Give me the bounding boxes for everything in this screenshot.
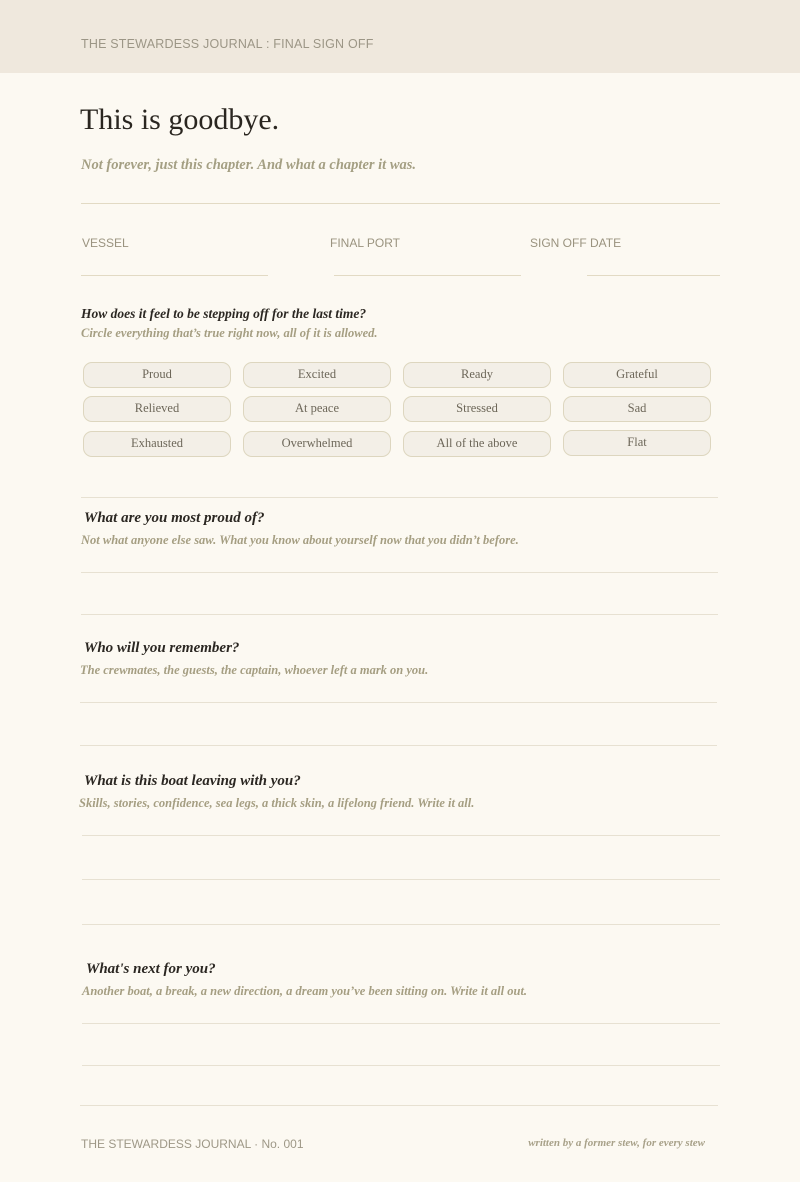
feeling-chip-excited[interactable]: Excited bbox=[243, 362, 391, 388]
prompt-hint: Another boat, a break, a new direction, a dream you’ve been sitting on. Write it all out. bbox=[82, 984, 528, 998]
feeling-chip-grateful[interactable]: Grateful bbox=[563, 362, 711, 388]
vessel-field-line[interactable] bbox=[81, 275, 268, 276]
title-divider bbox=[81, 203, 720, 204]
feeling-chip-sad[interactable]: Sad bbox=[563, 396, 711, 422]
sign-off-date-label: SIGN OFF DATE bbox=[530, 236, 622, 250]
writing-line[interactable] bbox=[80, 702, 717, 703]
page-subtitle: Not forever, just this chapter. And what a chapter it was. bbox=[81, 157, 417, 173]
prompt-hint: Skills, stories, confidence, sea legs, a thick skin, a lifelong friend. Write it all. bbox=[79, 796, 475, 810]
feeling-chip-flat[interactable]: Flat bbox=[563, 430, 711, 456]
header-text: THE STEWARDESS JOURNAL : FINAL SIGN OFF bbox=[81, 37, 374, 51]
prompt-hint: The crewmates, the guests, the captain, whoever left a mark on you. bbox=[80, 663, 429, 677]
header-band bbox=[0, 0, 800, 73]
feeling-chip-exhausted[interactable]: Exhausted bbox=[83, 431, 231, 457]
prompt-question: Who will you remember? bbox=[84, 640, 240, 656]
feeling-chip-overwhelmed[interactable]: Overwhelmed bbox=[243, 431, 391, 457]
writing-line[interactable] bbox=[82, 1023, 720, 1024]
feeling-chip-stressed[interactable]: Stressed bbox=[403, 396, 551, 422]
writing-line[interactable] bbox=[80, 1105, 718, 1106]
writing-line[interactable] bbox=[82, 1065, 720, 1066]
prompt-question: What's next for you? bbox=[86, 961, 216, 977]
feeling-chip-relieved[interactable]: Relieved bbox=[83, 396, 231, 422]
prompt-question: What is this boat leaving with you? bbox=[84, 773, 301, 789]
footer-tagline: written by a former stew, for every stew bbox=[528, 1137, 705, 1149]
writing-line[interactable] bbox=[81, 572, 718, 573]
feeling-chip-at-peace[interactable]: At peace bbox=[243, 396, 391, 422]
writing-line[interactable] bbox=[82, 924, 720, 925]
writing-line[interactable] bbox=[82, 835, 720, 836]
feeling-chip-all-of-the-above[interactable]: All of the above bbox=[403, 431, 551, 457]
feelings-question: How does it feel to be stepping off for the last time? bbox=[81, 306, 367, 321]
feelings-hint: Circle everything that’s true right now, all of it is allowed. bbox=[81, 326, 378, 340]
sign-off-date-field-line[interactable] bbox=[587, 275, 720, 276]
prompt-question: What are you most proud of? bbox=[84, 510, 265, 526]
writing-line[interactable] bbox=[81, 614, 718, 615]
footer-brand: THE STEWARDESS JOURNAL · No. 001 bbox=[81, 1137, 304, 1151]
section-divider bbox=[81, 497, 718, 498]
feeling-chip-proud[interactable]: Proud bbox=[83, 362, 231, 388]
vessel-label: VESSEL bbox=[82, 236, 129, 250]
writing-line[interactable] bbox=[82, 879, 720, 880]
writing-line[interactable] bbox=[80, 745, 717, 746]
final-port-label: FINAL PORT bbox=[330, 236, 401, 250]
page-title: This is goodbye. bbox=[80, 103, 280, 136]
feeling-chip-ready[interactable]: Ready bbox=[403, 362, 551, 388]
prompt-hint: Not what anyone else saw. What you know about yourself now that you didn’t before. bbox=[81, 533, 519, 547]
final-port-field-line[interactable] bbox=[334, 275, 521, 276]
